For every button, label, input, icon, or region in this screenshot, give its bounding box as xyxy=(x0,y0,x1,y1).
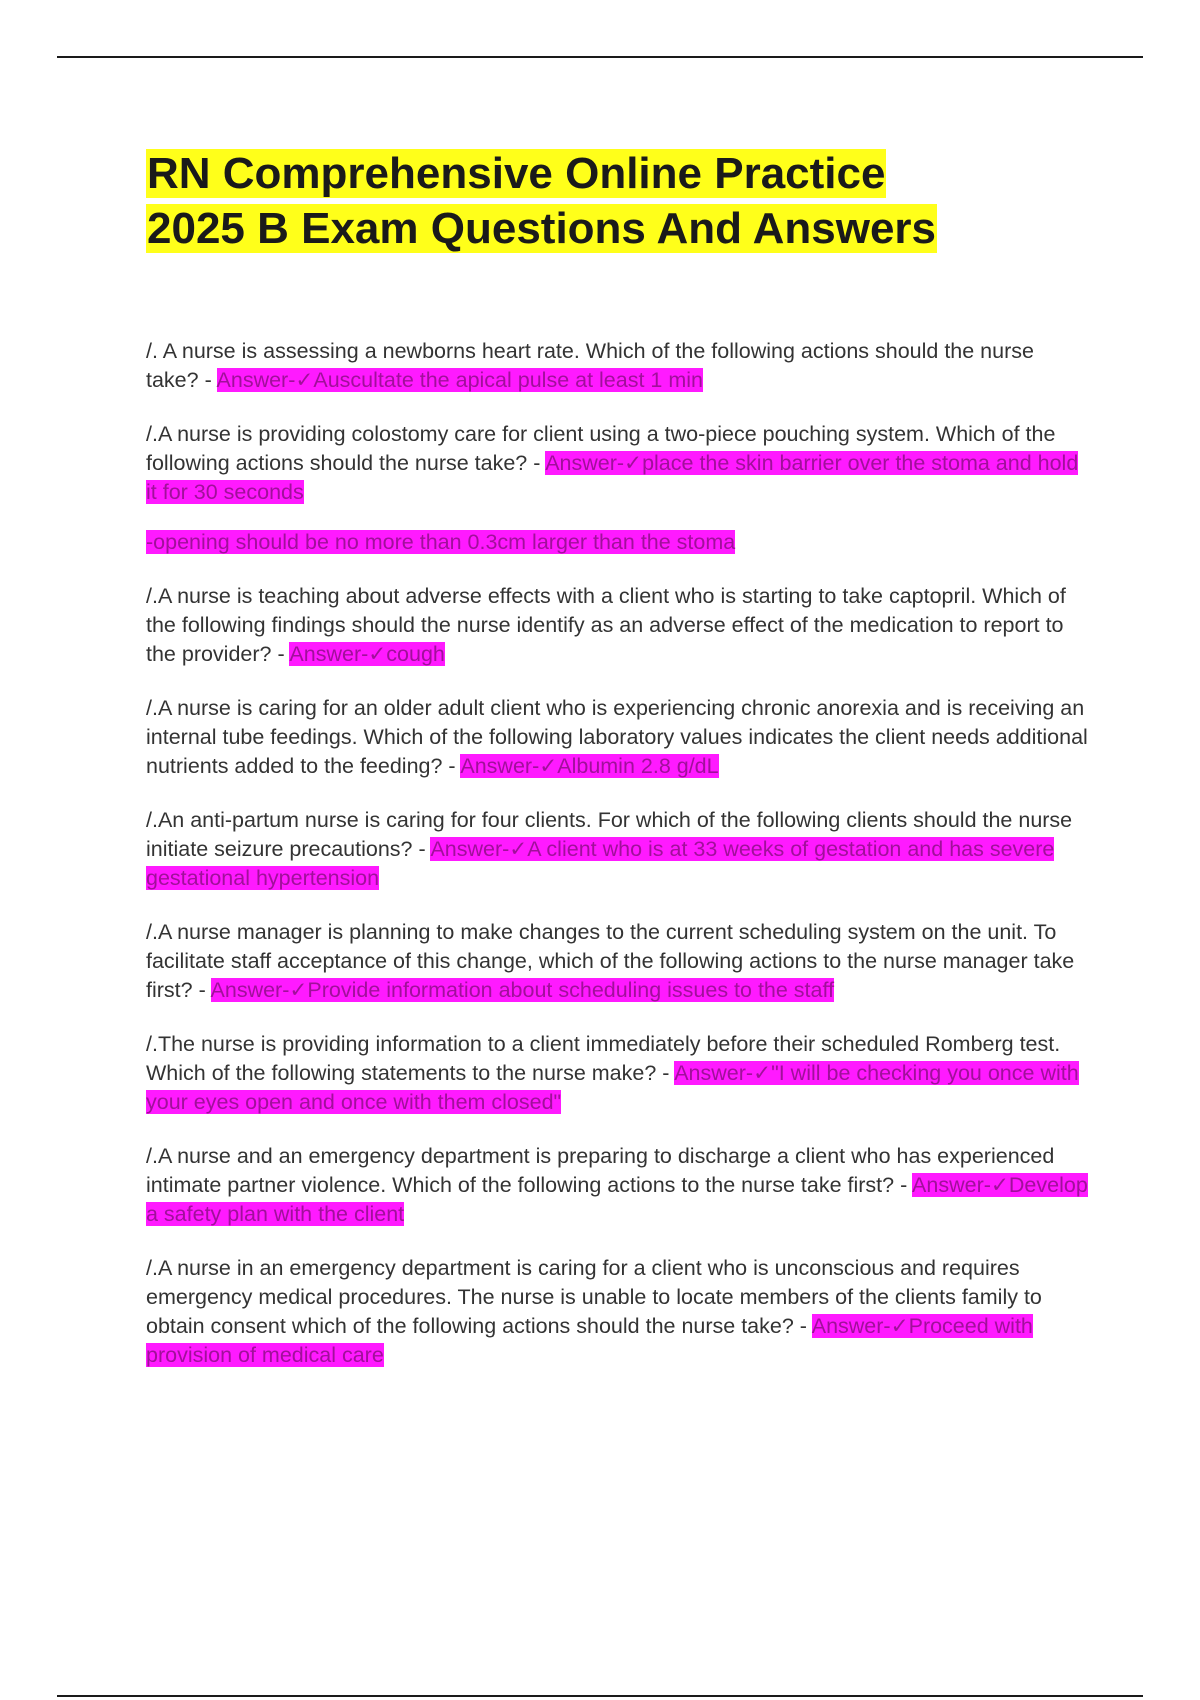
answer-highlight: Answer-✓Albumin 2.8 g/dL xyxy=(460,754,719,778)
qa-item-4 xyxy=(146,694,1092,781)
question-text: /.A nurse is providing colostomy care for client using a two-piece pouching system. Which of the following actions should the nurse take? - xyxy=(146,422,1056,475)
question-text: /.An anti-partum nurse is caring for four clients. For which of the following clients should the nurse initiate seizure precautions? - xyxy=(146,808,1073,861)
title-line-2: 2025 B Exam Questions And Answers xyxy=(147,204,937,253)
answer-highlight: Answer-✓A client who is at 33 weeks of gestation and has severe gestational hypertension xyxy=(146,837,1055,890)
answer-highlight: Answer-✓"I will be checking you once with your eyes open and once with them closed" xyxy=(146,1061,1079,1114)
answer-highlight: Answer-✓Auscultate the apical pulse at least 1 min xyxy=(216,368,703,392)
question-text: /.A nurse manager is planning to make changes to the current scheduling system on the unit. To facilitate staff acceptance of this change, which of the following actions to the nurse manager take first? - xyxy=(146,920,1075,1002)
answer-highlight: Answer-✓Provide information about scheduling issues to the staff xyxy=(210,978,835,1002)
answer-highlight: Answer-✓Proceed with provision of medical care xyxy=(146,1314,1033,1367)
qa-list xyxy=(146,337,1092,1395)
question-text: /. A nurse is assessing a newborns heart rate. Which of the following actions should the nurse take? - xyxy=(146,339,1034,392)
qa-item-2 xyxy=(146,420,1092,507)
qa-item-9 xyxy=(146,1254,1092,1370)
title-line-1: RN Comprehensive Online Practice xyxy=(147,149,886,198)
answer-highlight: Answer-✓place the skin barrier over the stoma and hold it for 30 seconds xyxy=(146,451,1079,504)
question-text: /.A nurse in an emergency department is caring for a client who is unconscious and requires emergency medical procedures. The nurse is unable to locate members of the clients family to obtain consent which of the following actions should the nurse take? - xyxy=(146,1256,1042,1338)
answer-note-highlight: -opening should be no more than 0.3cm larger than the stoma xyxy=(146,530,736,554)
question-text: /.A nurse is teaching about adverse effects with a client who is starting to take captopril. Which of the following findings should the nurse identify as an adverse effect of the medication to report to the provider? - xyxy=(146,584,1066,666)
question-text: /.The nurse is providing information to a client immediately before their scheduled Romberg test. Which of the following statements to the nurse make? - xyxy=(146,1032,1061,1085)
qa-item-1 xyxy=(146,337,1092,395)
qa-item-7 xyxy=(146,1030,1092,1117)
answer-highlight: Answer-✓Develop a safety plan with the client xyxy=(146,1173,1088,1226)
question-text: /.A nurse and an emergency department is preparing to discharge a client who has experienced intimate partner violence. Which of the following actions to the nurse take first? - xyxy=(146,1144,1055,1197)
question-text: /.A nurse is caring for an older adult client who is experiencing chronic anorexia and is receiving an internal tube feedings. Which of the following laboratory values indicates the client needs additional nutrients added to the feeding? - xyxy=(146,696,1088,778)
bottom-rule xyxy=(57,1695,1143,1697)
qa-item-6 xyxy=(146,918,1092,1005)
qa-item-2-note xyxy=(146,528,1092,557)
answer-highlight: Answer-✓cough xyxy=(289,642,445,666)
document-title xyxy=(146,146,1076,256)
qa-item-8 xyxy=(146,1142,1092,1229)
top-rule xyxy=(57,56,1143,58)
qa-item-5 xyxy=(146,806,1092,893)
qa-item-3 xyxy=(146,582,1092,669)
